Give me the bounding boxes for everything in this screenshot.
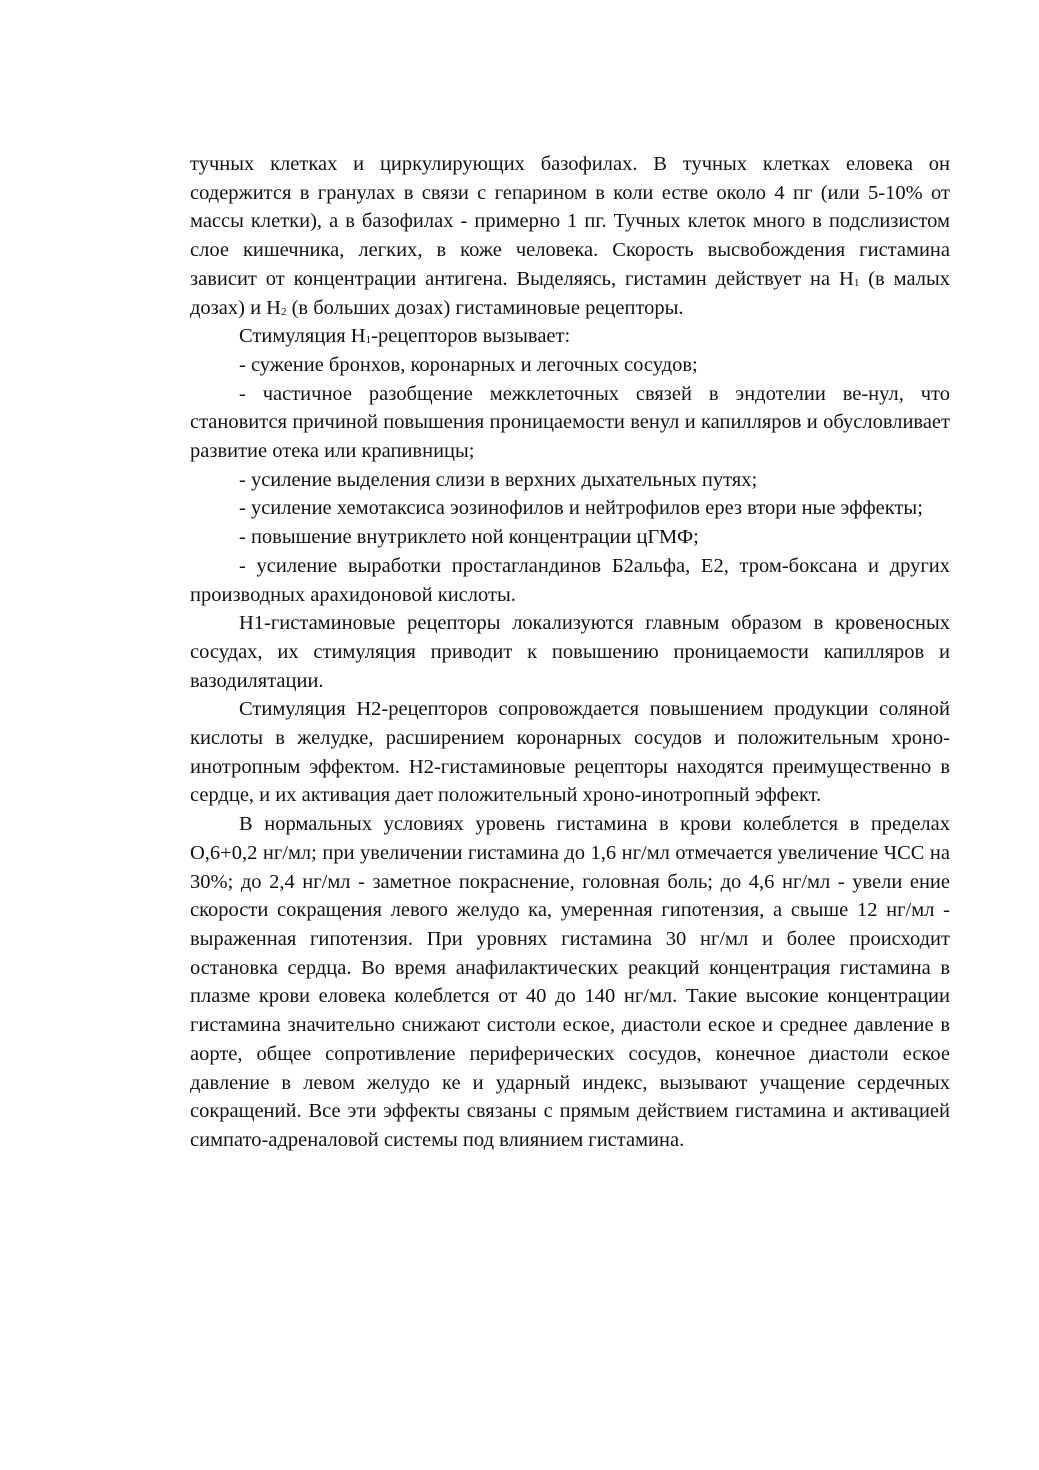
text-span: -рецепторов вызывает: bbox=[371, 325, 571, 348]
subscript: 2 bbox=[280, 305, 287, 318]
text-span: тучных клетках и циркулирующих базофилах. В тучных клетках еловека он содержится в гранулах в связи с гепарином в коли естве около 4 пг (или 5-10% от массы клетки), а в базофилах - примерно 1 пг. Тучных клеток много в подслизистом слое кишечника, легких, в коже человека. Скорость высвобождения гистамина зависит от концентрации антигена. Выделяясь, гистамин действует на Н bbox=[190, 153, 950, 290]
paragraph-histamine-levels: В нормальных условиях уровень гистамина в крови колеблется в пределах О,6+0,2 нг/мл; при увеличении гистамина до 1,6 нг/мл отмечается увеличение ЧСС на 30%; до 2,4 нг/мл - заметное покраснение, головная боль; до 4,6 нг/мл - увели ение скорости сокращения левого желудо ка, умеренная гипотензия, а свыше 12 нг/мл - выраженная гипотензия. При уровнях гистамина 30 нг/мл и более происходит остановка сердца. Во время анафилактических реакций концентрация гистамина в плазме крови еловека колеблется от 40 до 140 нг/мл. Такие высокие концентрации гистамина значительно снижают систоли еское, диастоли еское и среднее давление в аорте, общее сопротивление периферических сосудов, конечное диастоли еское давление в левом желудо ке и ударный индекс, вызывают учащение сердечных сокращений. Все эти эффекты связаны с прямым действием гистамина и активацией симпато-адреналовой системы под влиянием гистамина. bbox=[190, 813, 950, 1151]
paragraph-histamine-mast-cells bbox=[190, 150, 950, 322]
text-span: (в больших дозах) гистаминовые рецепторы. bbox=[286, 296, 684, 319]
paragraph-h1-stimulation-intro bbox=[190, 322, 950, 351]
subscript: 1 bbox=[365, 334, 372, 347]
list-item-bronchi: - сужение бронхов, коронарных и легочных сосудов; bbox=[239, 353, 698, 376]
paragraph-h2-receptors: Стимуляция Н2-рецепторов сопровождается повышением продукции соляной кислоты в желудке, расширением коронарных сосудов и положительным хроно-инотропным эффектом. Н2-гистаминовые рецепторы находятся преимущественно в сердце, и их активация дает положительный хроно-инотропный эффект. bbox=[190, 698, 950, 807]
paragraph-h1-receptors: Н1-гистаминовые рецепторы локализуются главным образом в кровеносных сосудах, их стимуляция приводит к повышению проницаемости капилляров и вазодилятации. bbox=[190, 612, 950, 692]
list-item-endothelium: - частичное разобщение межклеточных связей в эндотелии ве-нул, что становится причиной повышения проницаемости венул и капилляров и обусловливает развитие отека или крапивницы; bbox=[190, 382, 950, 463]
subscript: 1 bbox=[853, 276, 860, 289]
list-item-prostaglandins: - усиление выработки простагландинов Б2альфа, Е2, тром-боксана и других производных арахидоновой кислоты. bbox=[190, 554, 950, 606]
document-page bbox=[190, 150, 950, 1155]
list-item-cgmp: - повышение внутриклето ной концентрации цГМФ; bbox=[239, 526, 699, 549]
list-item-mucus: - усиление выделения слизи в верхних дыхательных путях; bbox=[239, 468, 758, 491]
text-span: Стимуляция Н bbox=[239, 325, 366, 348]
text-span: (в малых дозах) и Н bbox=[190, 267, 950, 319]
list-item-chemotaxis: - усиление хемотаксиса эозинофилов и нейтрофилов ерез втори ные эффекты; bbox=[239, 497, 923, 520]
